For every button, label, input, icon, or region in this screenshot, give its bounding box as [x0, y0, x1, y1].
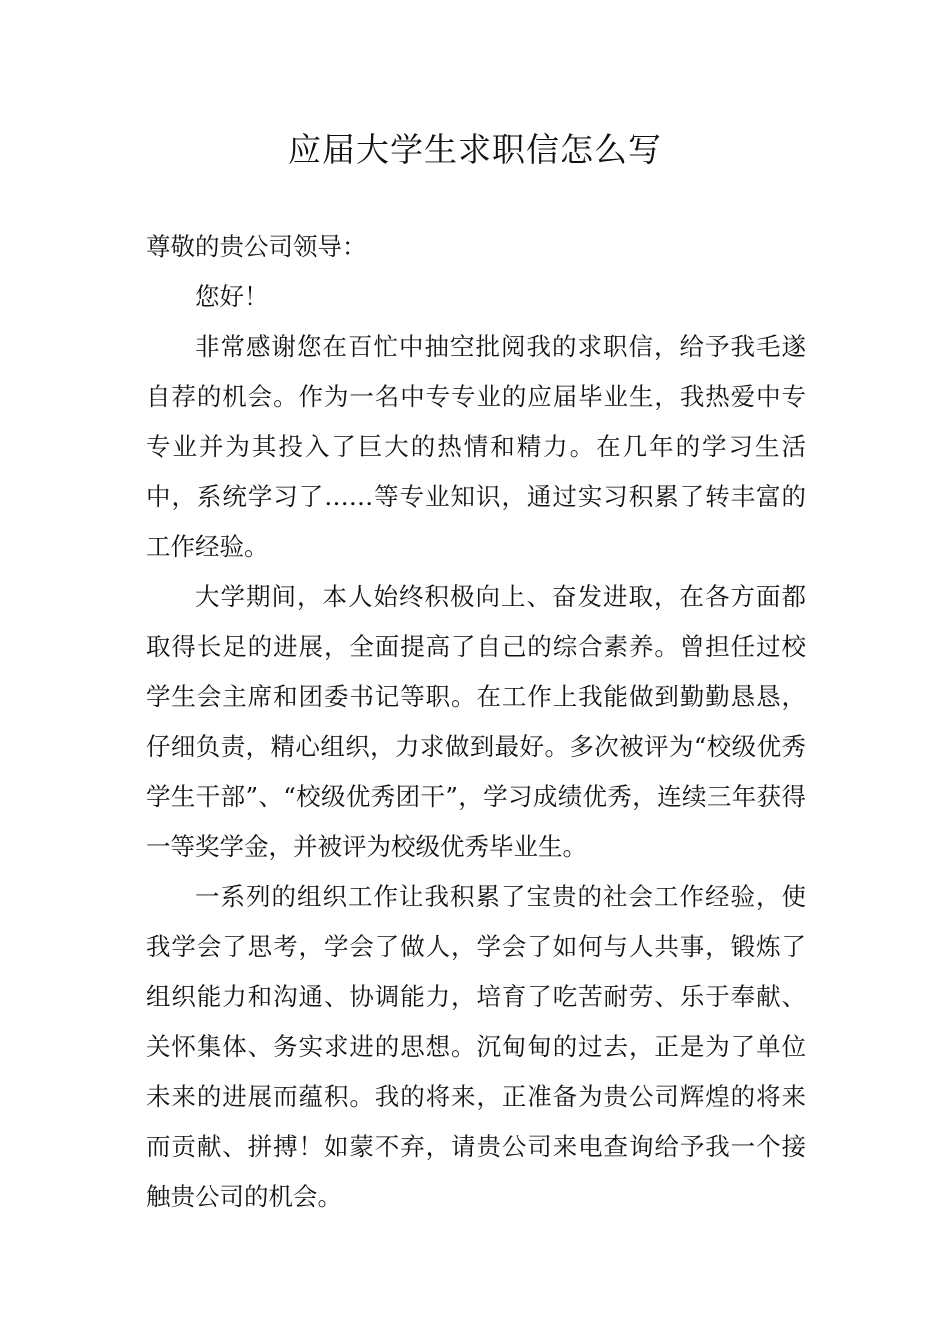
- salutation: 尊敬的贵公司领导：: [146, 232, 367, 261]
- paragraph-1: 非常感谢您在百忙中抽空批阅我的求职信，给予我毛遂自荐的机会。作为一名中专专业的应届毕业生，我热爱中专专业并为其投入了巨大的热情和精力。在几年的学习生活中，系统学习了……等专业知识，通过实习积累了转丰富的工作经验。: [146, 332, 806, 561]
- paragraph-2: 大学期间，本人始终积极向上、奋发进取，在各方面都取得长足的进展，全面提高了自己的综合素养。曾担任过校学生会主席和团委书记等职。在工作上我能做到勤勤恳恳，仔细负责，精心组织，力求做到最好。多次被评为“校级优秀学生干部”、“校级优秀团干”，学习成绩优秀，连续三年获得一等奖学金，并被评为校级优秀毕业生。: [146, 582, 806, 861]
- letter-body: [146, 222, 806, 1222]
- paragraph-3: 一系列的组织工作让我积累了宝贵的社会工作经验，使我学会了思考，学会了做人，学会了如何与人共事，锻炼了组织能力和沟通、协调能力，培育了吃苦耐劳、乐于奉献、关怀集体、务实求进的思想。沉甸甸的过去，正是为了单位未来的进展而蕴积。我的将来，正准备为贵公司辉煌的将来而贡献、拼搏！如蒙不弃，请贵公司来电查询给予我一个接触贵公司的机会。: [146, 882, 806, 1211]
- greeting: 您好！: [195, 282, 269, 311]
- document-title: 应届大学生求职信怎么写: [288, 130, 662, 169]
